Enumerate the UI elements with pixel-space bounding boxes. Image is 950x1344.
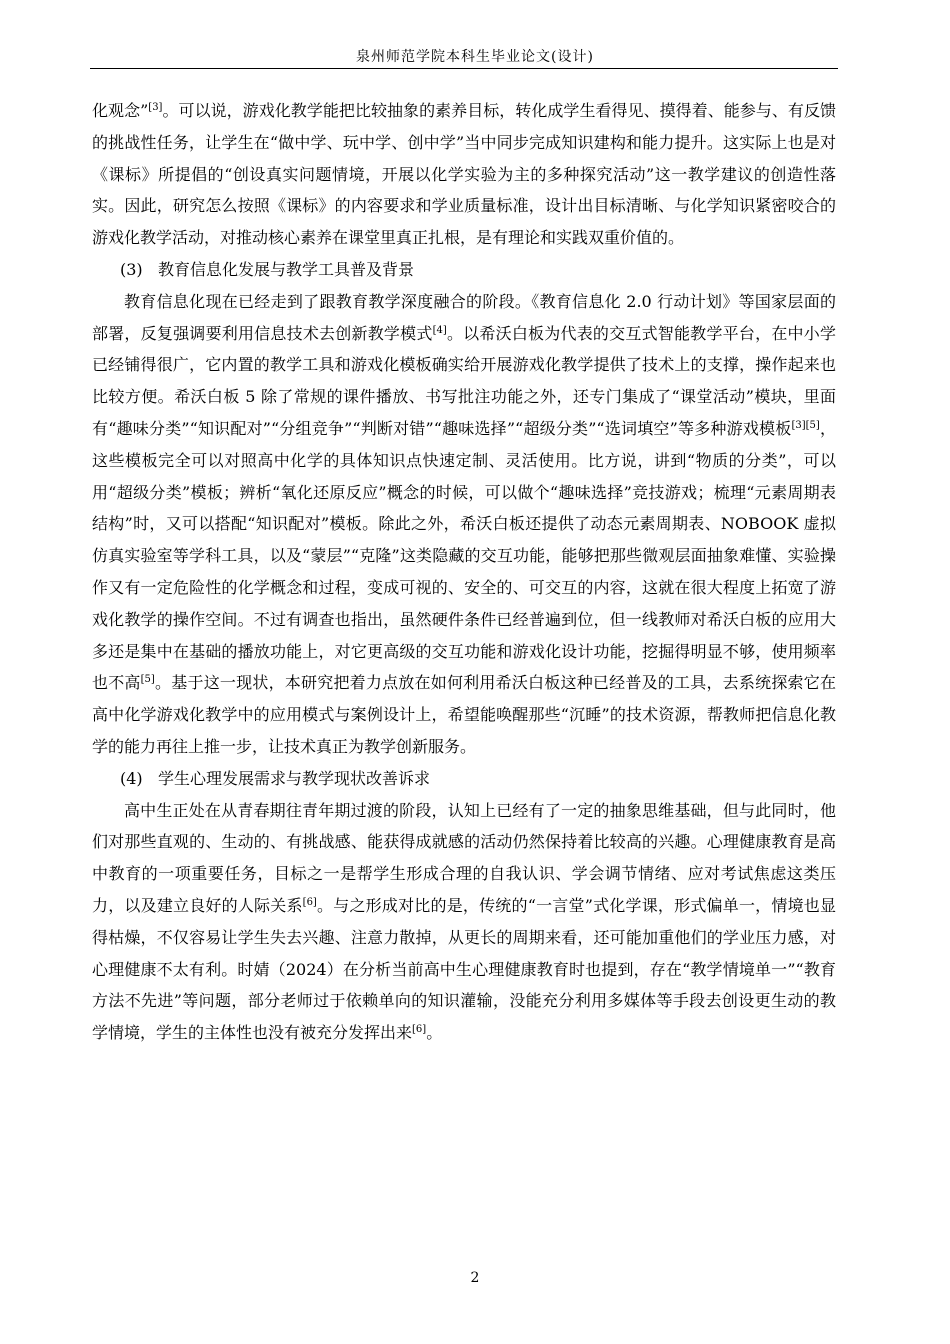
text-run: 。基于这一现状，本研究把着力点放在如何利用希沃白板这种已经普及的工具，去系统探索它在高中化学游戏化教学中的应用模式与案例设计上，希望能唤醒那些“沉睡”的技术资源，帮教师把信息化教学的能力再往上推一步，让技术真正为教学创新服务。 — [92, 673, 836, 756]
heading-text: 学生心理发展需求与教学现状改善诉求 — [158, 768, 431, 788]
running-header: 泉州师范学院本科生毕业论文(设计) — [356, 49, 594, 65]
section-heading-3 — [92, 254, 836, 286]
heading-number: (4) — [120, 768, 143, 788]
text-run: 。以希沃白板为代表的交互式智能教学平台，在中小学已经铺得很广，它内置的教学工具和游戏化模板确实给开展游戏化教学提供了技术上的支撑，操作起来也比较方便。希沃白板 5 除了常规的课件播放、书写批注功能之外，还专门集成了“课堂活动”模块，里面有“趣味分类”“知识配对”“分组竞争”“判断对错”“趣味选择”“超级分类”“选词填空”等多种游戏模板 — [92, 323, 836, 438]
header-rule — [90, 68, 838, 69]
citation: [3][5] — [791, 419, 820, 431]
citation: [5] — [140, 674, 155, 686]
paragraph-continued — [92, 95, 836, 254]
citation: [6] — [302, 896, 317, 908]
heading-text: 教育信息化发展与教学工具普及背景 — [158, 259, 415, 279]
text-run: 化观念” — [92, 101, 149, 120]
text-run: 。与之形成对比的是，传统的“一言堂”式化学课，形式偏单一，情境也显得枯燥，不仅容易让学生失去兴趣、注意力散掉，从更长的周期来看，还可能加重他们的学业压力感，对心理健康不太有利。时婧（2024）在分析当前高中生心理健康教育时也提到，存在“教学情境单一”“教育方法不先进”等问题，部分老师过于依赖单向的知识灌输，没能充分利用多媒体等手段去创设更生动的教学情境，学生的主体性也没有被充分发挥出来 — [92, 895, 836, 1043]
citation: [6] — [412, 1024, 427, 1036]
section-heading-4 — [92, 763, 836, 795]
text-run: 。可以说，游戏化教学能把比较抽象的素养目标，转化成学生看得见、摸得着、能参与、有反馈的挑战性任务，让学生在“做中学、玩中学、创中学”当中同步完成知识建构和能力提升。这实际上也是对《课标》所提倡的“创设真实问题情境，开展以化学实验为主的多种探究活动”这一教学建议的创造性落实。因此，研究怎么按照《课标》的内容要求和学业质量标准，设计出目标清晰、与化学知识紧密咬合的游戏化教学活动，对推动核心素养在课堂里真正扎根，是有理论和实践双重价值的。 — [92, 101, 836, 248]
text-run: 高中生正处在从青春期往青年期过渡的阶段，认知上已经有了一定的抽象思维基础，但与此同时，他们对那些直观的、生动的、有挑战感、能获得成就感的活动仍然保持着比较高的兴趣。心理健康教育是高中教育的一项重要任务，目标之一是帮学生形成合理的自我认识、学会调节情绪、应对考试焦虑这类压力，以及建立良好的人际关系 — [92, 800, 836, 915]
paragraph — [92, 286, 836, 763]
body-text — [92, 95, 836, 1049]
text-run: 。 — [426, 1023, 443, 1043]
text-run: 教育信息化现在已经走到了跟教育教学深度融合的阶段。《教育信息化 2.0 行动计划》等国家层面的部署，反复强调要利用信息技术去创新教学模式 — [92, 291, 836, 343]
text-run: ，这些模板完全可以对照高中化学的具体知识点快速定制、灵活使用。比方说，讲到“物质的分类”，可以用“超级分类”模板；辨析“氧化还原反应”概念的时候，可以做个“趣味选择”竞技游戏；梳理“元素周期表结构”时，又可以搭配“知识配对”模板。除此之外，希沃白板还提供了动态元素周期表、NOBOOK 虚拟仿真实验室等学科工具，以及“蒙层”“克隆”这类隐藏的交互功能，能够把那些微观层面抽象难懂、实验操作又有一定危险性的化学概念和过程，变成可视的、安全的、可交互的内容，这就在很大程度上拓宽了游戏化教学的操作空间。不过有调查也指出，虽然硬件条件已经普遍到位，但一线教师对希沃白板的应用大多还是集中在基础的播放功能上，对它更高级的交互功能和游戏化设计功能，挖掘得明显不够，使用频率也不高 — [92, 418, 836, 693]
citation: [3] — [148, 102, 163, 113]
paragraph — [92, 795, 836, 1049]
heading-number: (3) — [120, 259, 143, 279]
page-number: 2 — [470, 1270, 480, 1286]
citation: [4] — [432, 324, 447, 336]
